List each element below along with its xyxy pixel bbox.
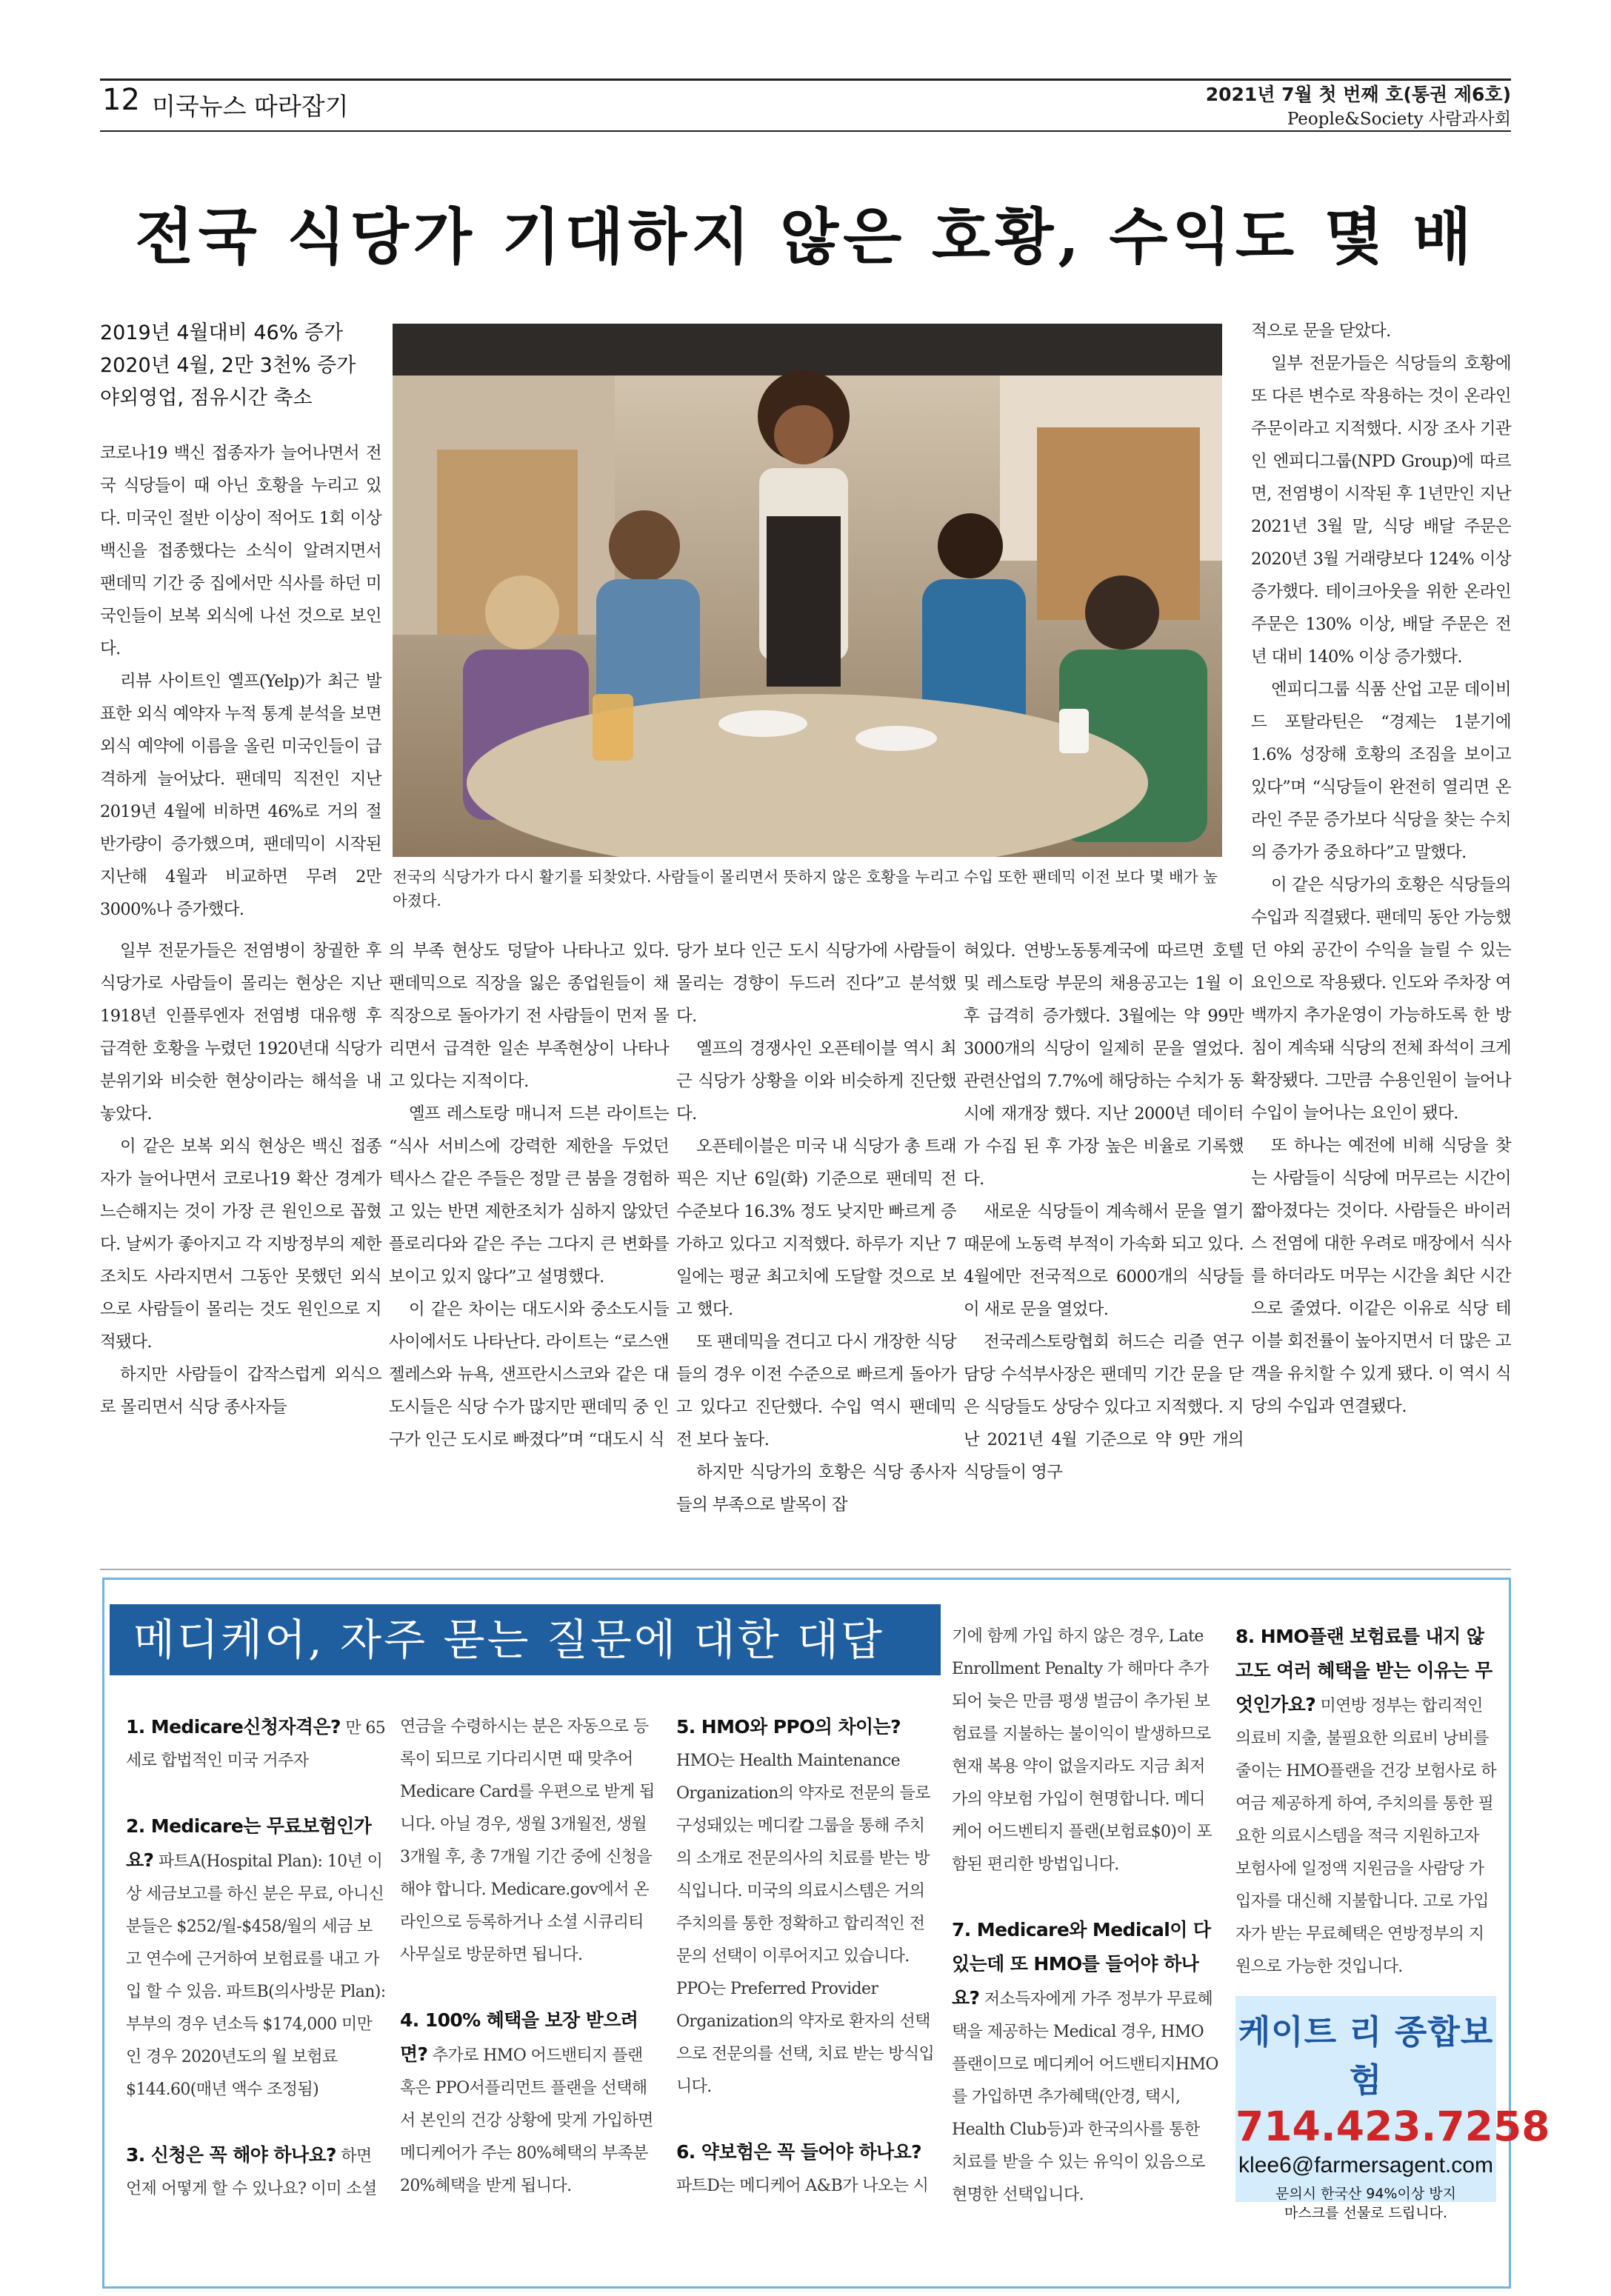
ad-email: klee6@farmersagent.com [1238, 2153, 1493, 2177]
paragraph: 일부 전문가들은 전염병이 창궐한 후 식당가로 사람들이 몰리는 현상은 지난 1918년 인플루엔자 전염병 대유행 후 급격한 호황을 누렸던 1920년대 식당가 분위기와 비슷한 현상이라는 해석을 내놓았다. [100, 941, 381, 1124]
subhead-line: 2020년 4월, 2만 3천% 증가 [100, 354, 356, 377]
issue-info: 2021년 7월 첫 번째 호(통권 제6호) [1205, 84, 1511, 105]
ad-note-line: 마스크를 선물로 드립니다. [1284, 2205, 1447, 2221]
paragraph: 의 부족 현상도 덩달아 나타나고 있다. 팬데믹으로 직장을 잃은 종업원들이 채 직장으로 돌아가기 전 사람들이 먼저 몰리면서 급격한 일손 부족현상이 나타나고 있다는 지적이다. [389, 941, 669, 1091]
faq-answer: 하면 언제 어떻게 할 수 있나요? 이미 소셜 [126, 2147, 377, 2198]
paragraph: 이 같은 보복 외식 현상은 백신 접종자가 늘어나면서 코로나19 확산 경계가 느슨해지는 것이 가장 큰 원인으로 꼽혔다. 날씨가 좋아지고 각 지방정부의 제한조치도 사라지면서 그동안 못했던 외식으로 사람들이 몰리는 것도 원인으로 지적됐다. [100, 1137, 381, 1352]
subhead-line: 야외영업, 점유시간 축소 [100, 387, 313, 410]
paragraph: 또 팬데믹을 견디고 다시 개장한 식당들의 경우 이전 수준으로 빠르게 돌아가고 있다고 진단했다. 수입 역시 팬데믹 전 보다 높다. [676, 1332, 956, 1449]
faq-question: 6. 약보험은 꼭 들어야 하나요? [676, 2141, 922, 2163]
faq-question: 4. 100% 혜택을 보장 받으려면? [400, 2009, 638, 2065]
subhead-line: 2019년 4월대비 46% 증가 [100, 321, 344, 344]
paragraph: 전국레스토랑협회 허드슨 리즐 연구담당 수석부사장은 팬데믹 기간 문을 닫은 식당들도 상당수 있다고 지적했다. 지난 2021년 4월 기준으로 약 9만 개의 식당들이 영구 [964, 1332, 1244, 1482]
faq-question: 1. Medicare신청자격은? [126, 1716, 341, 1738]
faq-answer: 저소득자에게 가주 정부가 무료혜택을 제공하는 Medical 경우, HMO플랜이므로 메디케어 어드밴티지HMO를 가입하면 추가혜택(안경, 택시, Health Club등)과 한국의사를 통한 치료를 받을 수 있는 유익이 있음으로 현명한 선택입니다. [952, 1990, 1218, 2204]
paragraph: 새로운 식당들이 계속해서 문을 열기 때문에 노동력 부적이 가속화 되고 있다. 4월에만 전국적으로 6000개의 식당들이 새로 문을 열었다. [964, 1202, 1244, 1319]
ad-phone-number: 714.423.7258 [1235, 2103, 1550, 2150]
faq-column-2 [400, 1711, 661, 2203]
faq-question: 8. HMO플랜 보험료를 내지 않고도 여러 혜택을 받는 이유는 무엇인가요? [1235, 1626, 1492, 1715]
paragraph: 옐프의 경쟁사인 오픈테이블 역시 최근 식당가 상황을 이와 비슷하게 진단했다. [676, 1039, 956, 1124]
faq-column-1 [126, 1711, 387, 2206]
paragraph: 옐프 레스토랑 매니저 드븐 라이트는 “식사 서비스에 강력한 제한을 두었던 텍사스 같은 주들은 정말 큰 붐을 경험하고 있는 반면 제한조치가 심하지 않았던 플로리다와 같은 주는 그다지 큰 변화를 보이고 있지 않다”고 설명했다. [389, 1104, 669, 1287]
paragraph: 이 같은 차이는 대도시와 중소도시들 사이에서도 나타난다. 라이트는 “로스앤젤레스와 뉴욕, 샌프란시스코와 같은 대도시들은 식당 수가 많지만 팬데믹 중 인구가 인근 도시로 빠졌다”며 “대도시 식 [389, 1300, 669, 1449]
faq-question: 3. 신청은 꼭 해야 하나요? [126, 2144, 336, 2166]
article-column-5 [1251, 315, 1511, 1423]
faq-answer: 만 65세로 합법적인 미국 거주자 [126, 1719, 386, 1770]
article-subheads [100, 317, 381, 415]
page-number: 12 [102, 83, 140, 117]
faq-answer: HMO는 Health Maintenance Organization의 약자로 전문의 들로 구성돼있는 메디칼 그룹을 통해 주치의 소개로 전문의사의 치료를 받는 방식입니다. 미국의 의료시스템은 거의 주치의를 통한 정확하고 합리적인 전문의 선택이 이루어지고 있습니다. PPO는 Preferred Provider Organization의 약자로 환자의 선택으로 전문의를 선택, 치료 받는 방식입니다. [676, 1752, 935, 2096]
faq-answer: 추가로 HMO 어드밴티지 플랜 혹은 PPO서플리먼트 플랜을 선택해서 본인의 건강 상황에 맞게 가입하면 메디케어가 주는 80%혜택의 부족분 20%혜택을 받게 됩니다. [400, 2046, 653, 2195]
restaurant-photo [393, 324, 1222, 857]
paragraph: 리뷰 사이트인 옐프(Yelp)가 최근 발표한 외식 예약자 누적 통계 분석을 보면 외식 예약에 이름을 올린 미국인들이 급격하게 늘어났다. 팬데믹 직전인 지난 2019년 4월에 비하면 46%로 거의 절반가량이 증가했으며, 팬데믹이 시작된 지난해 4월과 비교하면 무려 2만 3000%나 증가했다. [100, 672, 381, 919]
photo-caption: 전국의 식당가가 다시 활기를 되찾았다. 사람들이 몰리면서 뜻하지 않은 호황을 누리고 수입 또한 팬데믹 이전 보다 몇 배가 높아졌다. [393, 868, 1218, 910]
paragraph: 적으로 문을 닫았다. [1251, 321, 1391, 341]
faq-answer: 파트A(Hospital Plan): 10년 이상 세금보고를 하신 분은 무료, 아니신 분들은 $252/월-$458/월의 세금 보고 연수에 근거하여 보험료를 내고 가입 할 수 있음. 파트B(의사방문 Plan): 부부의 경우 년소득 $174,000 미만인 경우 2020년도의 월 보험료 $144.60(매년 액수 조정됨) [126, 1852, 386, 2099]
paragraph: 당가 보다 인근 도시 식당가에 사람들이 몰리는 경향이 두드러 진다”고 분석했다. [676, 941, 956, 1026]
insurance-advertisement [1235, 1996, 1550, 2221]
article-column-4 [964, 935, 1244, 1489]
paragraph: 일부 전문가들은 식당들의 호황에 또 다른 변수로 작용하는 것이 온라인 주문이라고 지적했다. 시장 조사 기관인 엔피디그룹(NPD Group)에 따르면, 전염병이 시작된 후 1년만인 지난 2021년 3월 말, 식당 배달 주문은 2020년 3월 거래량보다 124% 이상 증가했다. 테이크아웃을 위한 온라인 주문은 130% 이상, 배달 주문은 전년 대비 140% 이상 증가했다. [1251, 354, 1512, 667]
section-title: 미국뉴스 따라잡기 [152, 92, 349, 121]
ad-company-name: 케이트 리 종합보험 [1238, 2012, 1494, 2100]
publication-brand: People&Society 사람과사회 [1287, 110, 1511, 129]
article-column-3 [676, 935, 956, 1521]
paragraph: 하지만 식당가의 호황은 식당 종사자들의 부족으로 발목이 잡 [676, 1463, 956, 1515]
paragraph: 혀있다. 연방노동통계국에 따르면 호텔 및 레스토랑 부문의 채용공고는 1월 이후 급격히 증가했다. 3월에는 약 99만 3000개의 식당이 일제히 문을 열었다. 관련산업의 7.7%에 해당하는 수치가 동시에 재개장 했다. 지난 2000년 데이터가 수집 된 후 가장 높은 비율로 기록했다. [964, 941, 1244, 1189]
faq-column-5 [1235, 1621, 1498, 1983]
faq-question: 7. Medicare와 Medical이 다 있는데 또 HMO를 들어야 하나요? [952, 1919, 1211, 2009]
paragraph: 이 같은 식당가의 호황은 식당들의 수입과 직결됐다. 팬데믹 동안 가능했던 야외 공간이 수익을 늘릴 수 있는 요인으로 작용됐다. 인도와 주차장 여백까지 추가운영이 가능하도록 한 방침이 계속돼 식당의 전체 좌석이 크게 확장됐다. 그만큼 수용인원이 늘어나 수입이 늘어나는 요인이 됐다. [1251, 875, 1511, 1123]
paragraph: 하지만 사람들이 갑작스럽게 외식으로 몰리면서 식당 종사자들 [100, 1365, 381, 1417]
paragraph: 엔피디그룹 식품 산업 고문 데이비드 포탈라틴은 “경제는 1분기에 1.6% 성장해 호황의 조짐을 보이고 있다”며 “식당들이 완전히 열리면 온라인 주문 증가보다 식당을 찾는 수치의 증가가 중요하다”고 말했다. [1251, 680, 1511, 862]
paragraph: 코로나19 백신 접종자가 늘어나면서 전국 식당들이 때 아닌 호황을 누리고 있다. 미국인 절반 이상이 적어도 1회 이상 백신을 접종했다는 소식이 알려지면서 팬데믹 기간 중 집에서만 식사를 하던 미국인들이 보복 외식에 나선 것으로 보인다. [100, 444, 381, 658]
article-divider [100, 1569, 1511, 1570]
ad-note-line: 문의시 한국산 94%이상 방지 [1275, 2186, 1456, 2202]
article-column-1-top [100, 437, 381, 926]
paragraph: 오픈테이블은 미국 내 식당가 총 트래픽은 지난 6일(화) 기준으로 팬데믹 전 수준보다 16.3% 정도 낮지만 빠르게 증가하고 있다고 지적했다. 하루가 지난 7일에는 평균 최고치에 도달할 것으로 보고 했다. [676, 1137, 956, 1319]
article-column-2 [389, 935, 669, 1456]
paragraph: 또 하나는 예전에 비해 식당을 찾는 사람들이 식당에 머무르는 시간이 짧아졌다는 것이다. 사람들은 바이러스 전염에 대한 우려로 매장에서 식사를 하더라도 머무는 시간을 최단 시간으로 줄였다. 이같은 이유로 식당 테이블 회전률이 높아지면서 더 많은 고객을 유치할 수 있게 됐다. 이 역시 식당의 수입과 연결됐다. [1251, 1136, 1511, 1416]
faq-column-3 [676, 1711, 937, 2203]
article-column-1-bottom [100, 935, 381, 1424]
faq-answer: 미연방 정부는 합리적인 의료비 지출, 불필요한 의료비 낭비를 줄이는 HMO플랜을 건강 보험사로 하여금 제공하게 하여, 주치의를 통한 필요한 의료시스템을 적극 지원하고자 보험사에 일정액 지원금을 사람당 가입자를 대신해 지불합니다. 고로 가입자가 받는 무료혜택은 연방정부의 지원으로 가능한 것입니다. [1235, 1697, 1496, 1976]
faq-question: 5. HMO와 PPO의 차이는? [676, 1716, 901, 1738]
faq-answer: 파트D는 메디케어 A&B가 나오는 시 [676, 2177, 929, 2195]
faq-answer: 기에 함께 가입 하지 않은 경우, Late Enrollment Penalty 가 해마다 추가되어 늦은 만큼 평생 벌금이 추가된 보험료를 지불하는 불이익이 발생하므로 현재 복용 약이 없을지라도 지금 최저가의 약보험 가입이 현명합니다. 메디케어 어드벤티지 플랜(보험료$0)이 포함된 편리한 방법입니다. [952, 1627, 1213, 1874]
header-bottom-rule [100, 130, 1511, 132]
faq-column-4 [952, 1621, 1218, 2212]
faq-answer: 연금을 수령하시는 분은 자동으로 등록이 되므로 기다리시면 때 맞추어 Medicare Card를 우편으로 받게 됩니다. 아닐 경우, 생월 3개월전, 생월 3개월 후, 총 7개월 기간 중에 신청을 해야 합니다. Medicare.gov에서 온라인으로 등록하거나 소셜 시큐리티 사무실로 방문하면 됩니다. [400, 1718, 655, 1964]
medicare-banner: 메디케어, 자주 묻는 질문에 대한 대답 [110, 1604, 941, 1675]
faq-question: 2. Medicare는 무료보험인가요? [126, 1815, 372, 1871]
ad-note [1235, 2184, 1496, 2223]
article-headline: 전국 식당가 기대하지 않은 호황, 수익도 몇 배 [135, 201, 1476, 273]
